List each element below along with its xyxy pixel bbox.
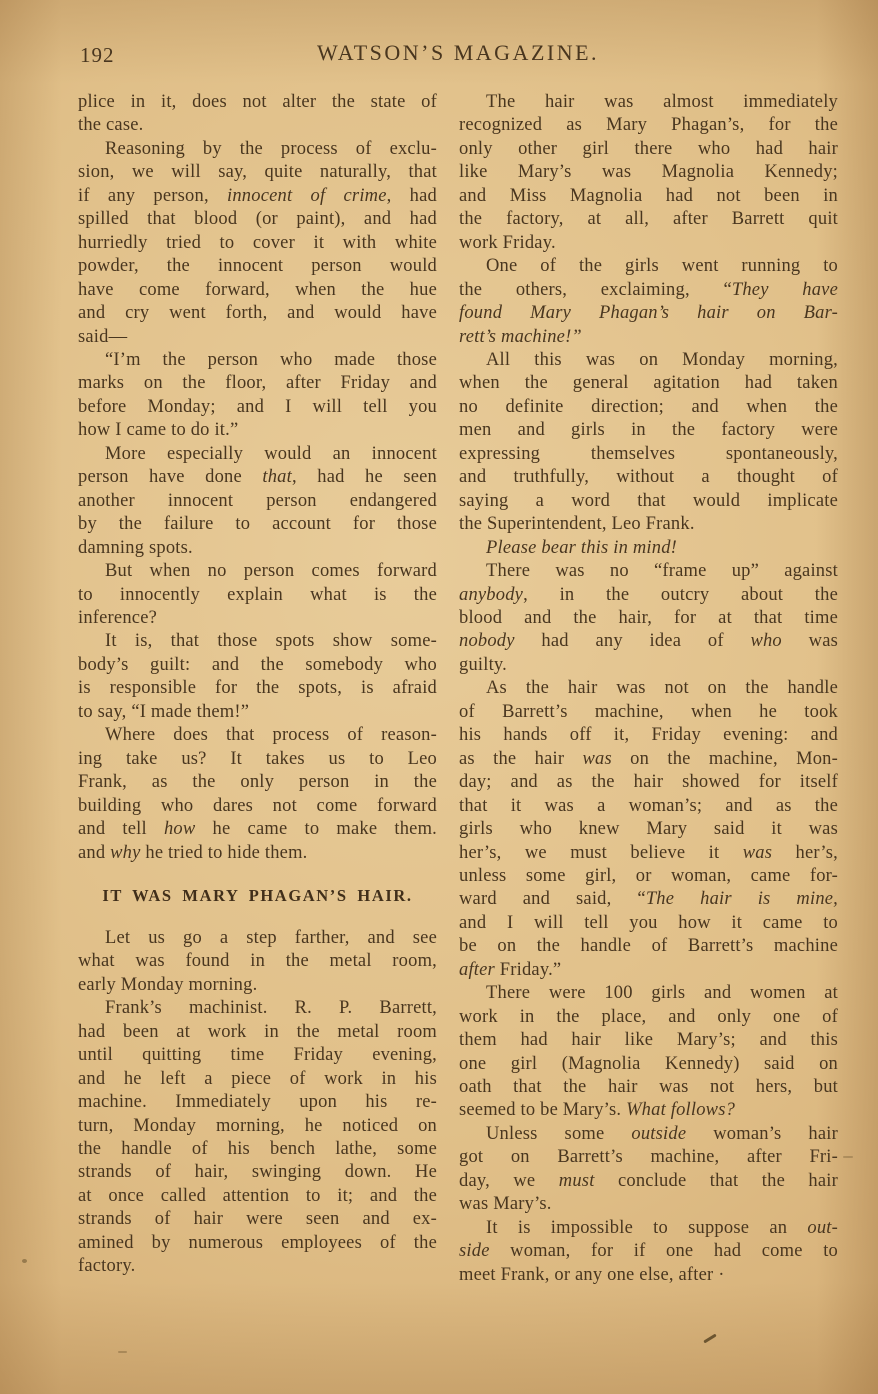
body-text: and tell: [78, 819, 164, 840]
italic-text: side: [459, 1241, 490, 1262]
text-line: [459, 255, 838, 278]
body-text: like Mary’s was Magnolia Kennedy;: [459, 162, 838, 183]
text-line: [459, 396, 838, 419]
body-text: of Barrett’s machine, when he took: [459, 701, 838, 722]
body-text: body’s guilt: and the somebody who: [78, 654, 437, 675]
body-text: Friday.”: [494, 959, 562, 980]
body-text: be on the handle of Barrett’s machine: [459, 936, 838, 957]
text-line: [459, 677, 838, 700]
text-line: [78, 513, 437, 536]
body-text: to say, “I made them!”: [78, 701, 250, 722]
body-text: another innocent person endangered: [78, 490, 437, 511]
text-line: [78, 443, 437, 466]
text-line: [459, 748, 838, 771]
body-text: and cry went forth, and would have: [78, 303, 437, 324]
body-text: by the failure to account for those: [78, 514, 437, 535]
text-line: [78, 724, 437, 747]
text-line: [459, 232, 838, 255]
text-line: [78, 466, 437, 489]
page-number: 192: [80, 43, 115, 67]
body-text: girls who knew Mary said it was: [459, 819, 838, 840]
body-text: early Monday morning.: [78, 974, 258, 995]
text-line: [459, 1264, 838, 1287]
text-line: [78, 372, 437, 395]
text-line: [459, 654, 838, 677]
body-text: There were 100 girls and women at: [486, 983, 838, 1004]
body-text: ing take us? It takes us to Leo: [78, 748, 437, 769]
text-line: [78, 701, 437, 724]
text-line: [459, 982, 838, 1005]
body-text: All this was on Monday morning,: [486, 349, 838, 370]
italic-text: found Mary Phagan’s hair on Bar-: [459, 303, 838, 324]
body-text: and I will tell you how it came to: [459, 912, 838, 933]
text-line: [78, 1021, 437, 1044]
text-line: [78, 795, 437, 818]
text-line: [459, 443, 838, 466]
body-text: “I’m the person who made those: [105, 349, 437, 370]
italic-text: anybody: [459, 584, 524, 605]
text-line: [459, 1146, 838, 1169]
text-line: [78, 185, 437, 208]
body-text: Let us go a step farther, and see: [105, 927, 437, 948]
italic-text: What follows?: [626, 1100, 736, 1121]
text-line: [78, 654, 437, 677]
body-text: saying a word that would implicate: [459, 490, 838, 511]
body-text: his hands off it, Friday evening: and: [459, 725, 838, 746]
body-text: , in the outcry about the: [523, 584, 838, 605]
text-line: [459, 818, 838, 841]
body-text: the factory, at all, after Barrett quit: [459, 209, 838, 230]
text-line: [459, 1193, 838, 1216]
body-text: before Monday; and I will tell you: [78, 396, 437, 417]
text-line: [78, 1185, 437, 1208]
text-line: [459, 466, 838, 489]
text-line: [78, 490, 437, 513]
italic-text: why: [110, 842, 141, 863]
body-text: blood and the hair, for at that time: [459, 607, 838, 628]
body-text: The hair was almost immediately: [486, 92, 838, 112]
text-line: [78, 537, 437, 560]
text-line: [459, 842, 838, 865]
text-line: [459, 607, 838, 630]
italic-text: They have: [731, 279, 839, 300]
text-line: [459, 1099, 838, 1122]
text-line: [459, 302, 838, 325]
body-text: seemed to be Mary’s.: [459, 1100, 627, 1121]
body-text: when the general agitation had taken: [459, 373, 838, 394]
text-line: [78, 349, 437, 372]
body-text: powder, the innocent person would: [78, 256, 437, 277]
text-line: [78, 419, 437, 442]
text-line: [459, 208, 838, 231]
body-text: , had he seen: [291, 467, 437, 488]
text-line: [459, 724, 838, 747]
body-text: conclude that the hair: [594, 1170, 838, 1191]
text-line: [78, 1091, 437, 1114]
body-text: was Mary’s.: [459, 1194, 552, 1215]
text-line: [78, 326, 437, 349]
body-text: Frank’s machinist. R. P. Barrett,: [105, 998, 437, 1019]
body-text: on the machine, Mon-: [611, 748, 838, 769]
text-line: [459, 1123, 838, 1146]
text-line: [459, 490, 838, 513]
body-text: he came to make them.: [195, 819, 437, 840]
body-text: As the hair was not on the handle: [486, 678, 838, 699]
body-text: only other girl there who had hair: [459, 138, 838, 159]
text-line: [459, 114, 838, 137]
text-line: [459, 888, 838, 911]
body-text: is responsible for the spots, is afraid: [78, 678, 437, 699]
text-line: [459, 584, 838, 607]
ink-speck: [703, 1334, 716, 1344]
body-text: recognized as Mary Phagan’s, for the: [459, 115, 838, 136]
body-text: building who dares not come forward: [78, 795, 437, 816]
body-text: day, we: [459, 1170, 559, 1191]
text-line: [459, 537, 838, 560]
text-line: [459, 161, 838, 184]
body-text: to innocently explain what is the: [78, 584, 437, 605]
body-text: strands of hair, swinging down. He: [78, 1162, 437, 1183]
italic-text: that: [262, 467, 292, 488]
right-column-text: [459, 91, 838, 1287]
body-text: the others, exclaiming, “: [459, 279, 732, 300]
text-line: [78, 114, 437, 137]
italic-text: how: [163, 819, 196, 840]
body-text: as the hair: [459, 748, 583, 769]
body-text: what was found in the metal room,: [78, 951, 437, 972]
body-text: damning spots.: [78, 537, 193, 558]
italic-text: rett’s machine!”: [459, 326, 582, 347]
body-text: woman, for if one had come to: [489, 1241, 838, 1262]
body-text: and: [78, 842, 111, 863]
body-text: he tried to hide them.: [140, 842, 308, 863]
body-text: unless some girl, or woman, came for-: [459, 865, 838, 886]
body-text: work in the place, and only one of: [459, 1006, 838, 1027]
body-text: Reasoning by the process of exclu-: [105, 138, 437, 159]
text-line: [459, 865, 838, 888]
body-text: turn, Monday morning, he noticed on: [78, 1115, 437, 1136]
text-line: [459, 1170, 838, 1193]
text-line: [78, 279, 437, 302]
body-text: and he left a piece of work in his: [78, 1068, 437, 1089]
text-line: [459, 1029, 838, 1052]
italic-text: who: [750, 631, 782, 652]
body-text: if any person,: [78, 185, 227, 206]
body-text: and truthfully, without a thought of: [459, 467, 838, 488]
italic-text: was: [742, 842, 773, 863]
text-line: [78, 927, 437, 950]
body-text: until quitting time Friday evening,: [78, 1045, 437, 1066]
body-text: It is, that those spots show some-: [105, 631, 437, 652]
body-text: It is impossible to suppose an: [486, 1217, 808, 1238]
body-text: Frank, as the only person in the: [78, 772, 437, 793]
body-text: said—: [78, 326, 128, 347]
body-text: her’s, we must believe it: [459, 842, 743, 863]
text-line: [459, 959, 838, 982]
text-line: [459, 372, 838, 395]
text-line: [78, 161, 437, 184]
body-text: spilled that blood (or paint), and had: [78, 209, 437, 230]
body-text: her’s,: [772, 842, 838, 863]
body-text: at once called attention to it; and the: [78, 1185, 437, 1206]
body-text: There was no “frame up” against: [486, 561, 838, 582]
body-text: Where does that process of reason-: [105, 725, 437, 746]
italic-text: must: [558, 1170, 595, 1191]
text-line: [78, 138, 437, 161]
text-line: [459, 279, 838, 302]
text-line: [78, 748, 437, 771]
text-line: [78, 1161, 437, 1184]
body-text: One of the girls went running to: [486, 256, 838, 277]
text-line: [78, 560, 437, 583]
body-text: expressing themselves spontaneously,: [459, 443, 838, 464]
text-line: [78, 1138, 437, 1161]
text-line: [459, 795, 838, 818]
body-text: More especially would an innocent: [105, 443, 437, 464]
italic-text: innocent of crime: [227, 185, 387, 206]
running-head: [78, 40, 838, 70]
text-line: [459, 91, 838, 114]
text-line: [78, 232, 437, 255]
body-text: guilty.: [459, 654, 507, 675]
text-line: [78, 771, 437, 794]
text-line: [78, 1208, 437, 1231]
body-text: got on Barrett’s machine, after Fri-: [459, 1147, 838, 1168]
text-line: [459, 326, 838, 349]
body-text: the Superintendent, Leo Frank.: [459, 514, 695, 535]
body-text: had been at work in the metal room: [78, 1021, 437, 1042]
body-text: ward and said, “: [459, 889, 646, 910]
text-line: [459, 912, 838, 935]
text-line: [459, 185, 838, 208]
italic-text: was: [582, 748, 612, 769]
body-text: that it was a woman’s; and as the: [459, 795, 838, 816]
ink-speck: [22, 1259, 27, 1263]
text-line: [459, 1076, 838, 1099]
body-text: the handle of his bench lathe, some: [78, 1139, 437, 1160]
body-text: the case.: [78, 115, 144, 136]
body-text: one girl (Magnolia Kennedy) said on: [459, 1053, 838, 1074]
body-text: person have done: [78, 467, 263, 488]
body-text: men and girls in the factory were: [459, 420, 838, 441]
text-line: [459, 701, 838, 724]
body-text: have come forward, when the hue: [78, 279, 437, 300]
italic-text: outside: [631, 1123, 687, 1144]
body-text: machine. Immediately upon his re-: [78, 1092, 437, 1113]
italic-text: The hair is mine,: [645, 889, 839, 910]
section-heading: IT WAS MARY PHAGAN’S HAIR.: [102, 885, 413, 905]
text-line: [78, 677, 437, 700]
body-text: Unless some: [486, 1123, 632, 1144]
magazine-title: WATSON’S MAGAZINE.: [316, 40, 600, 65]
text-line: [459, 419, 838, 442]
text-line: [78, 997, 437, 1020]
body-text: strands of hair were seen and ex-: [78, 1209, 437, 1230]
text-line: [459, 349, 838, 372]
left-column-text-bottom: [78, 927, 437, 1279]
text-line: [459, 1217, 838, 1240]
body-text: But when no person comes forward: [105, 561, 437, 582]
text-line: [78, 950, 437, 973]
italic-text: nobody: [459, 631, 515, 652]
body-text: woman’s hair: [686, 1123, 838, 1144]
text-line: [78, 1068, 437, 1091]
left-column: [78, 91, 437, 1279]
body-text: amined by numerous employees of the: [78, 1232, 437, 1253]
text-line: [78, 1232, 437, 1255]
text-line: [78, 818, 437, 841]
text-line: [78, 1044, 437, 1067]
text-line: [78, 842, 437, 865]
text-line: [459, 935, 838, 958]
text-line: [459, 1240, 838, 1263]
text-line: [78, 1115, 437, 1138]
ink-speck: [843, 1156, 853, 1158]
body-text: hurriedly tried to cover it with white: [78, 232, 437, 253]
text-line: [78, 607, 437, 630]
text-line: [78, 396, 437, 419]
body-text: sion, we will say, quite naturally, that: [78, 162, 437, 183]
body-text: work Friday.: [459, 232, 556, 253]
body-text: inference?: [78, 607, 158, 628]
text-line: [78, 255, 437, 278]
text-line: [459, 630, 838, 653]
body-text: them had hair like Mary’s; and this: [459, 1030, 838, 1051]
body-text: factory.: [78, 1256, 136, 1277]
text-line: [78, 91, 437, 114]
text-line: [78, 584, 437, 607]
body-text: was: [781, 631, 839, 652]
italic-text: after: [459, 959, 495, 980]
ink-speck: [118, 1351, 127, 1353]
text-line: [78, 974, 437, 997]
body-text: had any idea of: [514, 631, 751, 652]
text-line: [78, 302, 437, 325]
body-text: plice in it, does not alter the state of: [78, 92, 437, 112]
body-text: meet Frank, or any one else, after ·: [459, 1264, 725, 1285]
body-text: , had: [386, 185, 437, 206]
text-line: [459, 1006, 838, 1029]
text-line: [78, 208, 437, 231]
italic-text: out-: [807, 1217, 838, 1238]
body-text: how I came to do it.”: [78, 420, 239, 441]
right-column: [459, 91, 838, 1287]
left-column-text-top: [78, 91, 437, 865]
text-line: [78, 1255, 437, 1278]
text-line: [459, 1053, 838, 1076]
italic-text: Please bear this in mind!: [486, 537, 678, 558]
text-line: [459, 138, 838, 161]
text-line: [459, 560, 838, 583]
body-text: day; and as the hair showed for itself: [459, 772, 838, 793]
body-text: marks on the floor, after Friday and: [78, 373, 437, 394]
text-line: [459, 771, 838, 794]
body-text: oath that the hair was not hers, but: [459, 1077, 838, 1098]
text-line: [78, 630, 437, 653]
text-line: [459, 513, 838, 536]
body-text: and Miss Magnolia had not been in: [459, 185, 838, 206]
body-text: no definite direction; and when the: [459, 396, 838, 417]
